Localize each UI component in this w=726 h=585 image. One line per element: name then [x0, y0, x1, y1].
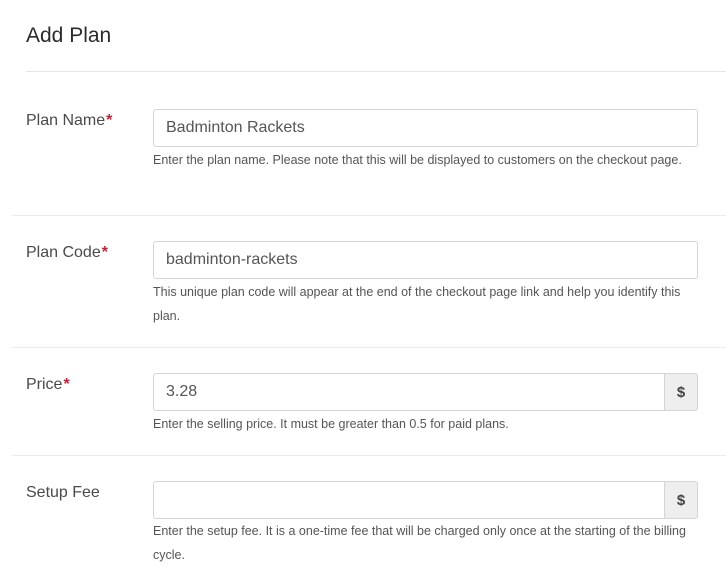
plan-name-input[interactable] [153, 109, 698, 147]
price-row [12, 348, 726, 456]
price-label [26, 375, 70, 395]
plan-code-input[interactable] [153, 241, 698, 279]
plan-name-input-group [153, 109, 698, 147]
plan-name-label [26, 111, 112, 131]
setup-fee-input-group [153, 481, 698, 519]
price-label-text: Price [26, 376, 63, 393]
required-mark: * [101, 244, 108, 261]
required-mark: * [63, 376, 70, 393]
page-title: Add Plan [26, 24, 112, 47]
required-mark: * [106, 112, 113, 129]
plan-code-row [12, 216, 726, 348]
price-input-group [153, 373, 698, 411]
page-header [26, 0, 726, 72]
setup-fee-row [12, 456, 726, 585]
plan-code-help: This unique plan code will appear at the end of the checkout page link and help you identify this plan. [153, 285, 681, 323]
plan-code-input-group [153, 241, 698, 279]
setup-fee-input[interactable] [153, 481, 664, 519]
setup-fee-help: Enter the setup fee. It is a one-time fee that will be charged only once at the starting of the billing cycle. [153, 524, 686, 562]
plan-name-help: Enter the plan name. Please note that this will be displayed to customers on the checkout page. [153, 153, 682, 167]
price-currency-addon: $ [664, 373, 698, 411]
plan-name-row [12, 92, 726, 216]
plan-code-label-text: Plan Code [26, 244, 101, 261]
price-input[interactable] [153, 373, 664, 411]
setup-fee-currency-addon: $ [664, 481, 698, 519]
price-help: Enter the selling price. It must be greater than 0.5 for paid plans. [153, 417, 509, 431]
setup-fee-label [26, 483, 100, 503]
setup-fee-label-text: Setup Fee [26, 484, 100, 501]
plan-name-label-text: Plan Name [26, 112, 106, 129]
plan-code-label [26, 243, 108, 263]
